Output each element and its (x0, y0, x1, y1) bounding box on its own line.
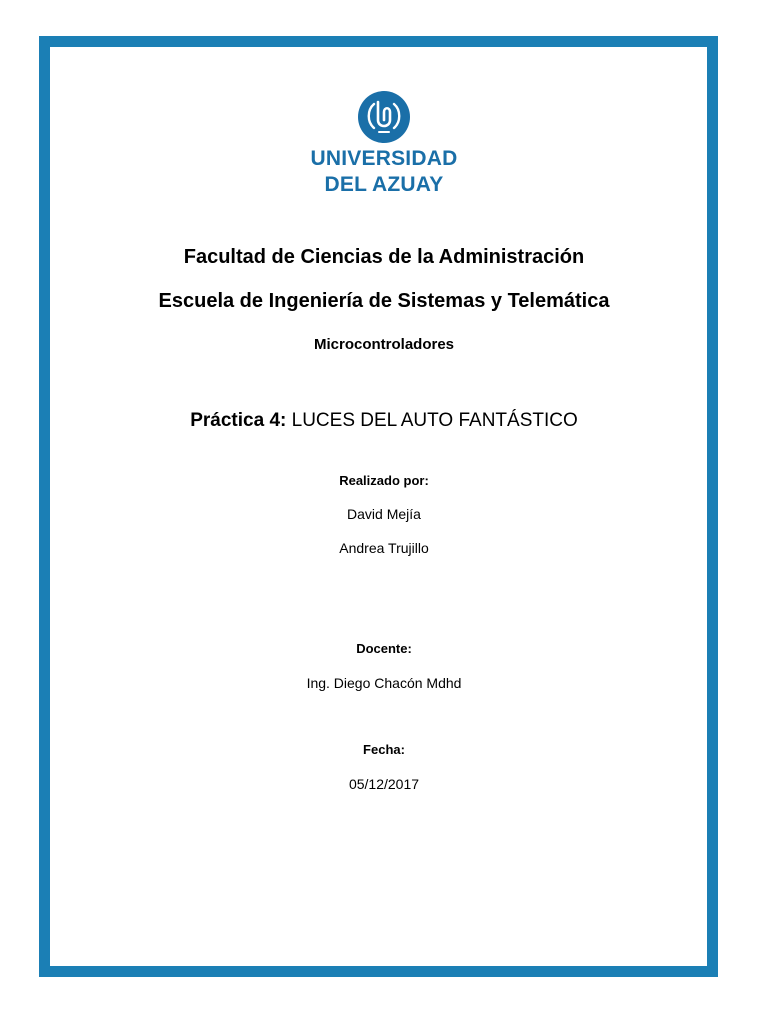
faculty-heading: Facultad de Ciencias de la Administración (183, 246, 585, 268)
school-heading: Escuela de Ingeniería de Sistemas y Telemática (158, 290, 610, 312)
practice-label: Práctica 4: (190, 410, 287, 431)
university-logo (0, 90, 768, 196)
subject-title: Microcontroladores (313, 336, 455, 353)
logo-line-2: DEL AZUAY (324, 173, 444, 196)
date-value: 05/12/2017 (348, 776, 420, 792)
practice-name: LUCES DEL AUTO FANTÁSTICO (291, 410, 578, 431)
date-label: Fecha: (363, 742, 405, 757)
practice-title (0, 410, 768, 432)
author-name: David Mejía (347, 506, 421, 522)
author-name: Andrea Trujillo (339, 540, 429, 556)
teacher-name: Ing. Diego Chacón Mdhd (306, 675, 462, 691)
university-seal-icon (357, 90, 411, 144)
authors-label: Realizado por: (339, 473, 429, 488)
teacher-label: Docente: (356, 641, 412, 656)
logo-line-1: UNIVERSIDAD (310, 147, 458, 170)
